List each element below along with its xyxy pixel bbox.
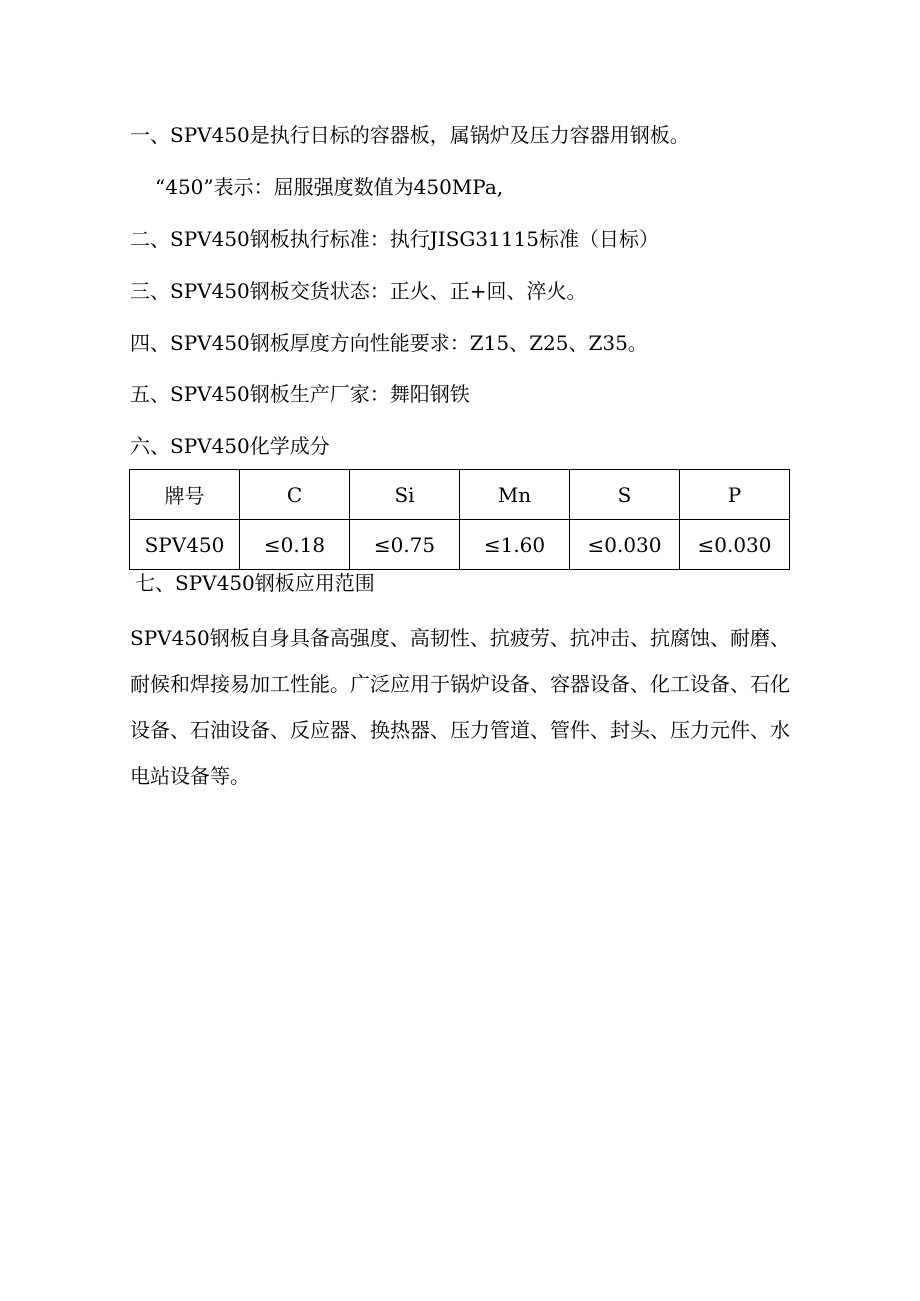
application-paragraph: SPV450钢板自身具备高强度、高韧性、抗疲劳、抗冲击、抗腐蚀、耐磨、耐候和焊接易加工性能。广泛应用于锅炉设备、容器设备、化工设备、石化设备、石油设备、反应器、换热器、压力管道、管件、封头、压力元件、水电站设备等。 [130,626,790,788]
table-row [130,520,790,570]
table-header-row [130,470,790,520]
cell-c: ≤0.18 [240,520,350,570]
header-cell-si: Si [350,470,460,520]
chemical-composition-table [129,469,790,570]
section-2-standard: 二、SPV450钢板执行标准：执行JISG31115标准（日标） [130,227,659,251]
section-5-manufacturer: 五、SPV450钢板生产厂家：舞阳钢铁 [130,382,470,406]
header-cell-p: P [680,470,790,520]
header-cell-mn: Mn [460,470,570,520]
section-7-application-heading: 七、SPV450钢板应用范围 [135,571,375,595]
cell-s: ≤0.030 [570,520,680,570]
header-cell-grade: 牌号 [130,470,240,520]
section-6-chemical-heading: 六、SPV450化学成分 [130,434,330,458]
cell-mn: ≤1.60 [460,520,570,570]
header-cell-s: S [570,470,680,520]
section-1-grade-description: 一、SPV450是执行日标的容器板，属锅炉及压力容器用钢板。 [130,123,690,147]
section-4-thickness-properties: 四、SPV450钢板厚度方向性能要求：Z15、Z25、Z35。 [130,331,648,355]
yield-strength-note: “450”表示：屈服强度数值为450MPa, [155,175,504,199]
cell-si: ≤0.75 [350,520,460,570]
cell-p: ≤0.030 [680,520,790,570]
header-cell-c: C [240,470,350,520]
cell-grade: SPV450 [130,520,240,570]
section-3-delivery-condition: 三、SPV450钢板交货状态：正火、正+回、淬火。 [130,279,587,303]
